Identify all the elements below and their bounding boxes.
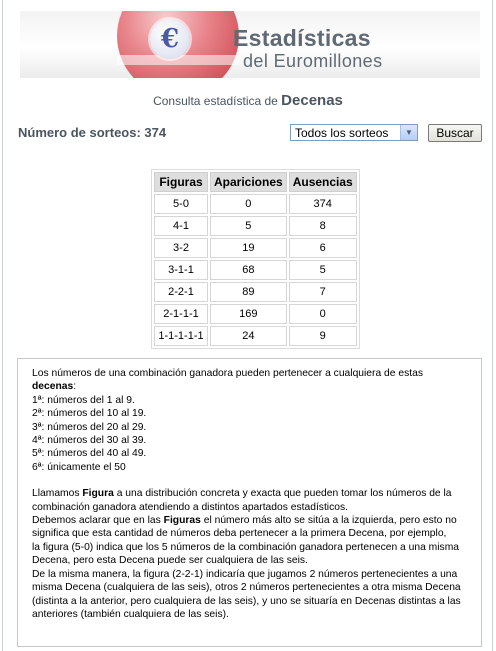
figures-table — [151, 169, 360, 349]
site-subtitle: del Euromillones — [243, 51, 383, 71]
table-header-row — [154, 172, 357, 192]
table-row — [154, 194, 357, 214]
appearances-cell: 24 — [210, 326, 287, 346]
page-heading — [0, 92, 496, 109]
appearances-cell: 19 — [210, 238, 287, 258]
explanation-box — [17, 358, 482, 647]
table-row — [154, 304, 357, 324]
absences-cell: 6 — [289, 238, 357, 258]
intro-text: Los números de una combinación ganadora pueden pertenecer a cualquiera de estas — [32, 368, 423, 379]
column-header-figuras: Figuras — [154, 172, 208, 192]
table-row — [154, 216, 357, 236]
heading-topic: Decenas — [281, 92, 343, 109]
appearances-cell: 89 — [210, 282, 287, 302]
intro-colon: : — [73, 381, 77, 393]
figura-text-end: a una distribución concreta y exacta que pueden tomar los números de la combinación ganadora atendiendo a distintos apartados estadísticos. — [32, 488, 452, 513]
decena-item: 5ª: números del 40 al 49. — [32, 448, 147, 460]
figure-cell: 2-1-1-1 — [154, 304, 208, 324]
figure-cell: 3-2 — [154, 238, 208, 258]
site-banner[interactable] — [20, 11, 480, 78]
absences-cell: 7 — [289, 282, 357, 302]
ordering-text-end: el número más alto se sitúa a la izquierda, pero esto no significa que esta cantidad de números deba pertenecer a la primera Decena, por ejemplo, — [32, 515, 457, 540]
ordering-note — [32, 514, 477, 541]
draw-count: Número de sorteos: 374 — [18, 125, 167, 140]
figura-definition — [32, 487, 477, 514]
draw-filter-value: Todos los sorteos — [295, 126, 389, 140]
absences-cell: 9 — [289, 326, 357, 346]
example-5-0: la figura (5-0) indica que los 5 números de la combinación ganadora pertenecen a una misma Decena, pero esta Decena puede ser cualquiera de las seis. — [32, 541, 459, 567]
figuras-keyword: Figuras — [163, 515, 201, 527]
figure-cell: 1-1-1-1-1 — [154, 326, 208, 346]
appearances-cell: 0 — [210, 194, 287, 214]
appearances-cell: 5 — [210, 216, 287, 236]
paragraph-gap — [32, 474, 477, 487]
absences-cell: 374 — [289, 194, 357, 214]
heading-prefix: Consulta estadística de — [153, 94, 282, 108]
column-header-apariciones: Apariciones — [210, 172, 287, 192]
appearances-cell: 68 — [210, 260, 287, 280]
absences-cell: 0 — [289, 304, 357, 324]
decena-item: 2ª: números del 10 al 19. — [32, 408, 147, 420]
figure-cell: 5-0 — [154, 194, 208, 214]
decena-item: 1ª: números del 1 al 9. — [32, 394, 135, 406]
absences-cell: 5 — [289, 260, 357, 280]
chevron-down-icon[interactable]: ▼ — [400, 125, 417, 140]
table-row — [154, 282, 357, 302]
table-row — [154, 326, 357, 346]
example-2-2-1: De la misma manera, la figura (2-2-1) indicaría que jugamos 2 números pertenecientes a una misma Decena (cualquiera de las seis), otros 2 números pertenecientes a otra misma Decena (distinta a la anterior, pero cualquiera de las seis), y uno se situaría en Decenas distintas a las anteriores (también cualquiera de las seis). — [32, 568, 461, 620]
column-header-ausencias: Ausencias — [289, 172, 357, 192]
decena-item: 4ª: números del 30 al 39. — [32, 435, 147, 447]
figure-cell: 2-2-1 — [154, 282, 208, 302]
decena-item: 6ª: únicamente el 50 — [32, 461, 126, 473]
draw-filter-select[interactable] — [290, 124, 418, 141]
intro-paragraph — [32, 367, 477, 394]
decena-item: 3ª: números del 20 al 29. — [32, 421, 147, 433]
table-row — [154, 260, 357, 280]
table-row — [154, 238, 357, 258]
ordering-text-start: Debemos aclarar que en las — [32, 515, 164, 527]
euro-icon: € — [150, 19, 190, 59]
figure-cell: 4-1 — [154, 216, 208, 236]
appearances-cell: 169 — [210, 304, 287, 324]
site-title: Estadísticas — [233, 25, 371, 51]
absences-cell: 8 — [289, 216, 357, 236]
figura-text-start: Llamamos — [32, 488, 83, 500]
search-button[interactable]: Buscar — [428, 124, 482, 142]
figura-keyword: Figura — [82, 488, 114, 500]
figure-cell: 3-1-1 — [154, 260, 208, 280]
intro-keyword: decenas — [32, 381, 74, 393]
